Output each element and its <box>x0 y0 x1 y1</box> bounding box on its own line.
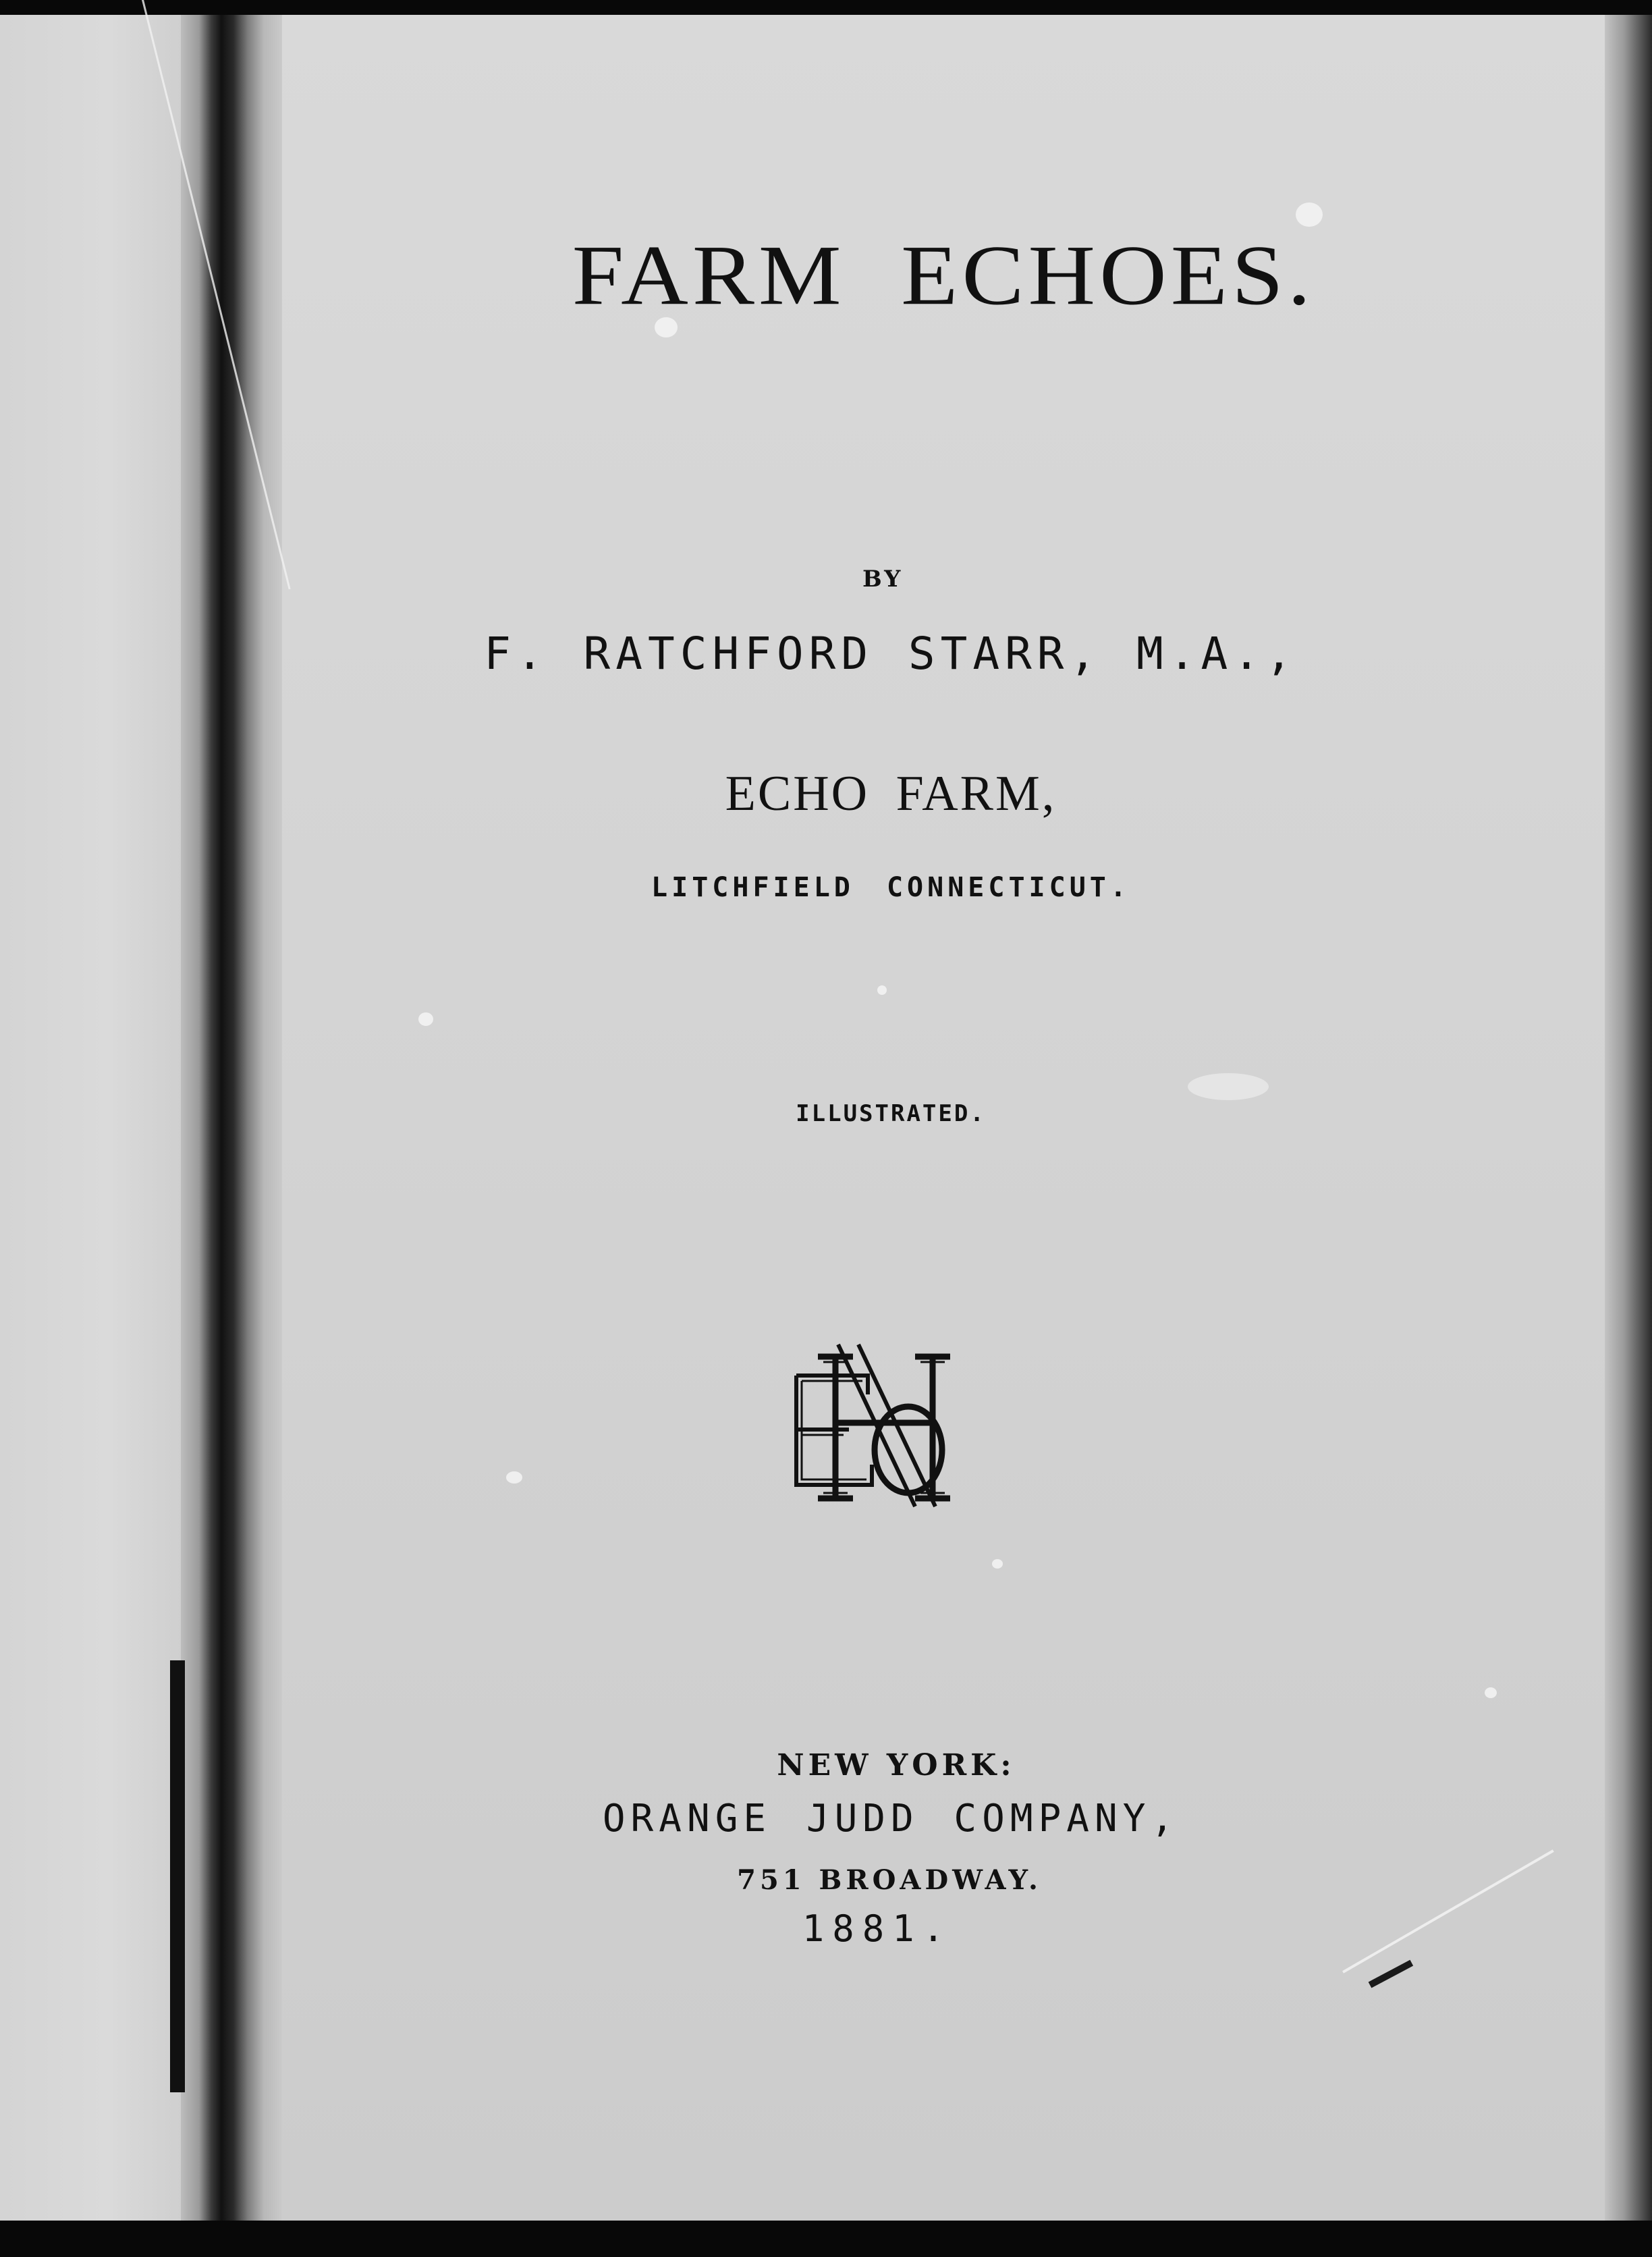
by-line: BY <box>862 566 904 593</box>
publication-year: 1881. <box>802 1907 953 1950</box>
illustrated-note: ILLUSTRATED. <box>796 1100 986 1127</box>
paper-speck <box>877 985 887 995</box>
paper-speck <box>506 1471 522 1484</box>
author-farm: ECHO FARM, <box>725 766 1057 821</box>
publisher-name: ORANGE JUDD COMPANY, <box>602 1797 1180 1841</box>
publisher-city: NEW YORK: <box>777 1748 1016 1783</box>
scan-right-border <box>1605 15 1652 2221</box>
paper-speck <box>418 1012 433 1026</box>
book-title: FARM ECHOES. <box>572 227 1315 323</box>
publisher-address: 751 BROADWAY. <box>737 1864 1042 1896</box>
gutter-shadow-strip <box>170 1660 185 2092</box>
scan-bottom-border <box>0 2221 1652 2257</box>
paper-speck <box>1296 202 1323 227</box>
paper-speck <box>1485 1687 1497 1698</box>
binding-gutter <box>181 15 282 2221</box>
publisher-monogram-icon <box>783 1336 979 1519</box>
author-location: LITCHFIELD CONNECTICUT. <box>651 872 1130 903</box>
author-name: F. RATCHFORD STARR, M.A., <box>484 628 1298 680</box>
left-leaf <box>0 15 181 2221</box>
scan-top-border <box>0 0 1652 15</box>
paper-speck <box>1188 1073 1269 1100</box>
paper-speck <box>992 1559 1003 1569</box>
